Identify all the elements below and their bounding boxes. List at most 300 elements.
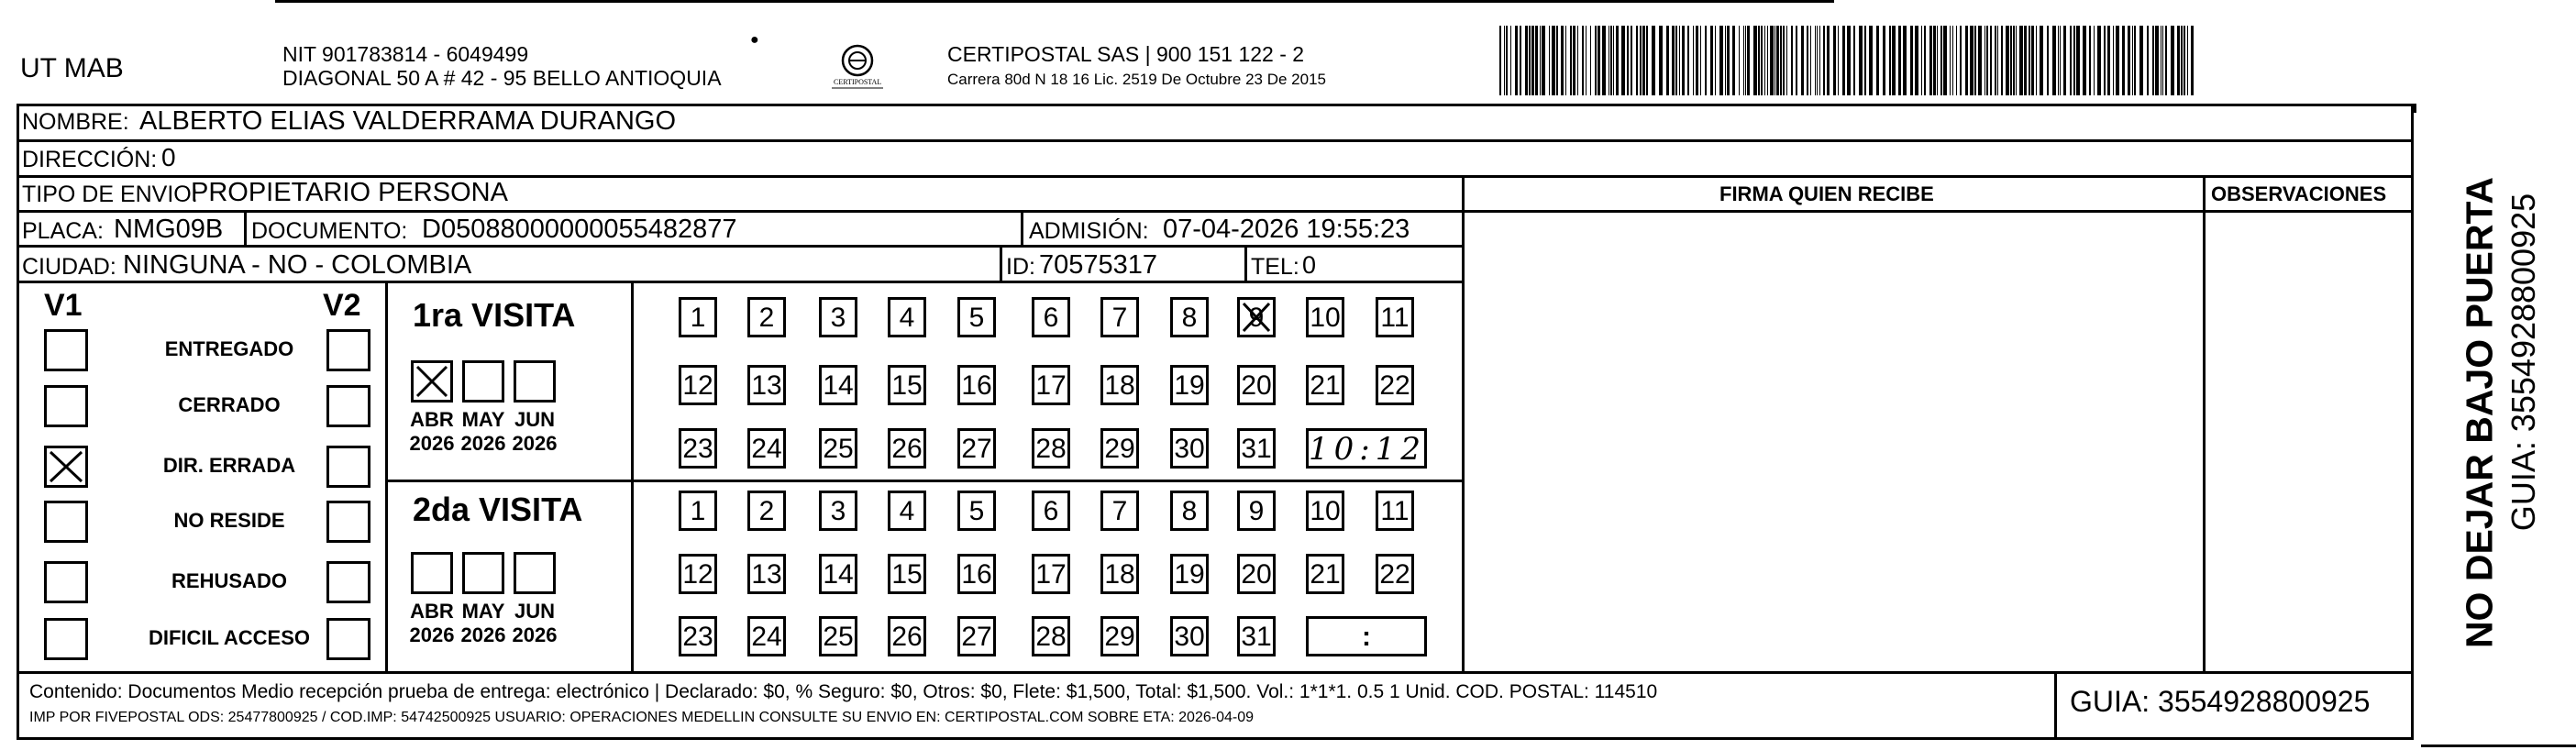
- barcode-bar: [2029, 26, 2030, 95]
- barcode-bar: [2083, 26, 2086, 95]
- barcode-bar: [2184, 26, 2185, 95]
- barcode-bar: [1892, 26, 1896, 95]
- visit1-day-31[interactable]: 31: [1237, 428, 1276, 469]
- barcode-bar: [1549, 26, 1550, 95]
- barcode-bar: [1631, 26, 1632, 95]
- barcode-bar: [2128, 26, 2130, 95]
- barcode-bar: [1903, 26, 1907, 95]
- barcode-bar: [1504, 26, 1505, 95]
- visit1-day-28[interactable]: 28: [1032, 428, 1070, 469]
- barcode-bar: [1506, 26, 1508, 95]
- barcode-bar: [1764, 26, 1765, 95]
- barcode-bar: [2019, 26, 2023, 95]
- barcode-bar: [2047, 26, 2049, 95]
- barcode-bar: [1796, 26, 1797, 95]
- barcode-bar: [2052, 26, 2056, 95]
- barcode-bar: [2187, 26, 2188, 95]
- barcode-bar: [1666, 26, 1669, 95]
- visit1-month-label: MAY: [461, 408, 505, 431]
- barcode-bar: [1970, 26, 1973, 95]
- barcode-bar: [1556, 26, 1558, 95]
- firma-header: FIRMA QUIEN RECIBE: [1719, 182, 1934, 205]
- barcode-bar: [1613, 26, 1614, 95]
- barcode-bar: [1997, 26, 1998, 95]
- barcode-bar: [2031, 26, 2034, 95]
- barcode-bar: [2155, 26, 2159, 95]
- barcode-bar: [1510, 26, 1511, 95]
- visit2-day-18[interactable]: 18: [1100, 554, 1139, 594]
- barcode-bar: [1801, 26, 1804, 95]
- barcode-bar: [1616, 26, 1619, 95]
- barcode-bar: [1869, 26, 1873, 95]
- barcode-bar: [2040, 26, 2043, 95]
- visit1-day-30[interactable]: 30: [1170, 428, 1209, 469]
- visit2-day-21[interactable]: 21: [1306, 554, 1344, 594]
- v2-checkbox-2[interactable]: [326, 446, 370, 488]
- barcode-bar: [2058, 26, 2059, 95]
- status-option-label: REHUSADO: [171, 569, 287, 592]
- visit2-day-8[interactable]: 8: [1170, 491, 1209, 531]
- barcode-bar: [1540, 26, 1541, 95]
- observaciones-header: OBSERVACIONES: [2211, 182, 2387, 205]
- nombre-value: ALBERTO ELIAS VALDERRAMA DURANGO: [139, 106, 677, 136]
- barcode-bar: [1586, 26, 1587, 95]
- barcode-bar: [2063, 26, 2066, 95]
- visit1-day-23[interactable]: 23: [679, 428, 717, 469]
- barcode-bar: [1525, 26, 1528, 95]
- visit1-day-16[interactable]: 16: [957, 365, 996, 405]
- smudge-mark: ●: [750, 32, 759, 48]
- barcode-bar: [1529, 26, 1531, 95]
- barcode-bar: [1819, 26, 1820, 95]
- v2-checkbox-3[interactable]: [326, 501, 370, 543]
- barcode-bar: [1943, 26, 1947, 95]
- status-option-label: NO RESIDE: [173, 509, 285, 532]
- barcode-bar: [1950, 26, 1951, 95]
- visit1-day-14[interactable]: 14: [819, 365, 857, 405]
- v1-checkbox-1[interactable]: [44, 385, 88, 427]
- barcode-bar: [1833, 26, 1836, 95]
- visit2-time-box[interactable]: [1306, 616, 1427, 656]
- sender-address: DIAGONAL 50 A # 42 - 95 BELLO ANTIOQUIA: [282, 66, 722, 90]
- visit2-month-checkbox-abr[interactable]: [411, 552, 453, 594]
- visit1-day-12[interactable]: 12: [679, 365, 717, 405]
- barcode-bar: [2165, 26, 2167, 95]
- barcode-bar: [2089, 26, 2091, 95]
- barcode-bar: [1535, 26, 1538, 95]
- no-dejar-warning: NO DEJAR BAJO PUERTA: [2458, 176, 2501, 649]
- visit2-day-16[interactable]: 16: [957, 554, 996, 594]
- v2-header: V2: [323, 288, 361, 323]
- visit2-day-7[interactable]: 7: [1100, 491, 1139, 531]
- imp-text: IMP POR FIVEPOSTAL ODS: 25477800925 / COD.IMP: 54742500925 USUARIO: OPERACIONES MEDELLIN CONSULTE SU ENVIO EN: CERTIPOSTAL.COM SOBRE ETA: 2026-04-09: [29, 710, 1254, 725]
- barcode-bar: [1598, 26, 1600, 95]
- barcode-bar: [2094, 26, 2095, 95]
- tipo-envio-value: PROPIETARIO PERSONA: [191, 178, 508, 207]
- barcode-bar: [1642, 26, 1645, 95]
- barcode-bar: [1610, 26, 1612, 95]
- barcode-bar: [1842, 26, 1845, 95]
- barcode-bar: [1965, 26, 1968, 95]
- barcode-bar: [1864, 26, 1866, 95]
- status-option-label: DIFICIL ACCESO: [148, 626, 310, 649]
- visit1-day-26[interactable]: 26: [888, 428, 926, 469]
- visit2-day-3[interactable]: 3: [819, 491, 857, 531]
- visit1-month-label: ABR: [410, 408, 454, 431]
- company-name: CERTIPOSTAL SAS | 900 151 122 - 2: [947, 42, 1305, 66]
- ciudad-value: NINGUNA - NO - COLOMBIA: [123, 250, 472, 280]
- barcode-bar: [1995, 26, 1996, 95]
- barcode-bar: [1520, 26, 1521, 95]
- guia-side: GUIA: 3554928800925: [2504, 193, 2542, 532]
- barcode-bar: [1827, 26, 1830, 95]
- barcode-bar: [1929, 26, 1932, 95]
- barcode-bar: [2006, 26, 2009, 95]
- visit1-day-5[interactable]: 5: [957, 297, 996, 337]
- visit1-day-7[interactable]: 7: [1100, 297, 1139, 337]
- v1-checkbox-5[interactable]: [44, 618, 88, 660]
- visit1-day-6[interactable]: 6: [1032, 297, 1070, 337]
- visit2-day-2[interactable]: 2: [747, 491, 786, 531]
- visit2-day-11[interactable]: 11: [1376, 491, 1414, 531]
- visit1-month-year: 2026: [409, 432, 455, 455]
- v2-checkbox-5[interactable]: [326, 618, 370, 660]
- barcode-bar: [1815, 26, 1816, 95]
- visit1-day-18[interactable]: 18: [1100, 365, 1139, 405]
- barcode-bar: [1986, 26, 1988, 95]
- tel-value: 0: [1302, 251, 1317, 279]
- visit2-day-14[interactable]: 14: [819, 554, 857, 594]
- barcode-bar: [2162, 26, 2163, 95]
- barcode-bar: [1960, 26, 1962, 95]
- visit2-month-checkbox-may[interactable]: [462, 552, 504, 594]
- barcode-bar: [2076, 26, 2080, 95]
- x-mark-icon: [414, 363, 450, 400]
- barcode-bar: [1910, 26, 1913, 95]
- barcode-bar: [2191, 26, 2194, 95]
- barcode-bar: [1747, 26, 1750, 95]
- barcode-bar: [1956, 26, 1957, 95]
- visit2-day-28[interactable]: 28: [1032, 616, 1070, 656]
- x-mark-icon: [47, 448, 85, 485]
- barcode-bar: [1847, 26, 1851, 95]
- visit1-day-3[interactable]: 3: [819, 297, 857, 337]
- v1-checkbox-4[interactable]: [44, 561, 88, 603]
- visit2-month-year: 2026: [460, 623, 506, 646]
- visit2-month-year: 2026: [512, 623, 558, 646]
- visit1-time-value: 10:12: [1309, 431, 1426, 468]
- visit1-day-10[interactable]: 10: [1306, 297, 1344, 337]
- visit2-day-17[interactable]: 17: [1032, 554, 1070, 594]
- barcode-bar: [1621, 26, 1625, 95]
- visit1-day-27[interactable]: 27: [957, 428, 996, 469]
- visit2-day-30[interactable]: 30: [1170, 616, 1209, 656]
- visit2-day-24[interactable]: 24: [747, 616, 786, 656]
- visit1-day-24[interactable]: 24: [747, 428, 786, 469]
- barcode-bar: [1921, 26, 1922, 95]
- visit1-day-4[interactable]: 4: [888, 297, 926, 337]
- barcode-bar: [1595, 26, 1597, 95]
- admision-label: ADMISIÓN:: [1029, 218, 1149, 244]
- barcode-bar: [1783, 26, 1785, 95]
- barcode-bar: [2036, 26, 2037, 95]
- barcode-bar: [1743, 26, 1744, 95]
- visit1-month-year: 2026: [460, 432, 506, 455]
- barcode-bar: [1715, 26, 1716, 95]
- visit1-time-box[interactable]: [1306, 428, 1427, 469]
- visit1-day-13[interactable]: 13: [747, 365, 786, 405]
- documento-label: DOCUMENTO:: [251, 218, 408, 244]
- barcode-bar: [1561, 26, 1564, 95]
- barcode-bar: [1499, 26, 1501, 95]
- visit1-day-25[interactable]: 25: [819, 428, 857, 469]
- barcode-bar: [1693, 26, 1694, 95]
- barcode-bar: [1889, 26, 1891, 95]
- barcode-bar: [2097, 26, 2101, 95]
- barcode-bar: [1531, 26, 1534, 95]
- barcode-bar: [1565, 26, 1566, 95]
- visit2-day-23[interactable]: 23: [679, 616, 717, 656]
- visit1-day-8[interactable]: 8: [1170, 297, 1209, 337]
- barcode-bar: [1590, 26, 1591, 95]
- visit2-day-1[interactable]: 1: [679, 491, 717, 531]
- visit1-day-15[interactable]: 15: [888, 365, 926, 405]
- barcode-bar: [1810, 26, 1811, 95]
- certipostal-logo-icon: [830, 40, 885, 97]
- visit2-time-value: :: [1362, 622, 1371, 652]
- barcode-bar: [1767, 26, 1768, 95]
- barcode-bar: [2113, 26, 2114, 95]
- barcode-bar: [2013, 26, 2015, 95]
- visit1-month-checkbox-abr[interactable]: [411, 360, 453, 403]
- visit1-day-11[interactable]: 11: [1376, 297, 1414, 337]
- barcode-bar: [1807, 26, 1808, 95]
- barcode-bar: [1552, 26, 1555, 95]
- barcode-bar: [1652, 26, 1655, 95]
- barcode-bar: [1761, 26, 1763, 95]
- v1-checkbox-0[interactable]: [44, 329, 88, 371]
- v2-checkbox-4[interactable]: [326, 561, 370, 603]
- visit1-day-29[interactable]: 29: [1100, 428, 1139, 469]
- v1-checkbox-2[interactable]: [44, 446, 88, 488]
- barcode-bar: [1727, 26, 1730, 95]
- barcode-bar: [1933, 26, 1936, 95]
- barcode-bar: [1682, 26, 1685, 95]
- barcode-bar: [1745, 26, 1746, 95]
- visit1-day-21[interactable]: 21: [1306, 365, 1344, 405]
- barcode-bar: [2104, 26, 2106, 95]
- barcode-bar: [2070, 26, 2072, 95]
- visit2-day-6[interactable]: 6: [1032, 491, 1070, 531]
- barcode-bar: [1758, 26, 1760, 95]
- barcode-bar: [1838, 26, 1839, 95]
- visit1-day-20[interactable]: 20: [1237, 365, 1276, 405]
- visit2-month-checkbox-jun[interactable]: [514, 552, 556, 594]
- status-option-label: CERRADO: [178, 393, 281, 416]
- barcode-bar: [2024, 26, 2027, 95]
- visit2-month-year: 2026: [409, 623, 455, 646]
- barcode-bar: [2134, 26, 2136, 95]
- barcode-bar: [1876, 26, 1879, 95]
- v2-checkbox-1[interactable]: [326, 385, 370, 427]
- barcode-bar: [1672, 26, 1675, 95]
- visit2-day-31[interactable]: 31: [1237, 616, 1276, 656]
- barcode-bar: [1646, 26, 1648, 95]
- barcode-bar: [1700, 26, 1701, 95]
- visit2-day-26[interactable]: 26: [888, 616, 926, 656]
- documento-value: D05088000000055482877: [422, 215, 737, 244]
- barcode-bar: [2152, 26, 2154, 95]
- id-label: ID:: [1006, 254, 1035, 280]
- barcode-bar: [1739, 26, 1740, 95]
- visit2-day-15[interactable]: 15: [888, 554, 926, 594]
- barcode-bar: [2171, 26, 2174, 95]
- barcode-bar: [1974, 26, 1976, 95]
- visit2-day-9[interactable]: 9: [1237, 491, 1276, 531]
- visit2-month-label: JUN: [514, 600, 555, 623]
- barcode-bar: [1627, 26, 1629, 95]
- barcode-bar: [1937, 26, 1938, 95]
- contenido-text: Contenido: Documentos Medio recepción prueba de entrega: electrónico | Declarado: $0, % Seguro: $0, Otros: $0, Flete: $1,500, Total: $1,500. Vol.: 1*1*1. 0.5 1 Unid. COD. POSTAL: 114510: [29, 681, 1658, 702]
- guia-footer: GUIA: 3554928800925: [2070, 685, 2371, 718]
- visit2-day-27[interactable]: 27: [957, 616, 996, 656]
- barcode-bar: [1710, 26, 1713, 95]
- barcode-bar: [2132, 26, 2133, 95]
- barcode-bar: [2001, 26, 2003, 95]
- nombre-label: NOMBRE:: [22, 109, 129, 135]
- barcode-bar: [2122, 26, 2125, 95]
- barcode-bar: [1542, 26, 1545, 95]
- barcode-bar: [1679, 26, 1680, 95]
- barcode-bar: [1780, 26, 1782, 95]
- barcode-bar: [1817, 26, 1818, 95]
- visit1-day-17[interactable]: 17: [1032, 365, 1070, 405]
- barcode-bar: [2107, 26, 2110, 95]
- visit1-day-9[interactable]: 9: [1237, 297, 1276, 337]
- visit1-title: 1ra VISITA: [413, 296, 576, 334]
- barcode-bar: [1570, 26, 1572, 95]
- x-mark-icon: [1240, 300, 1273, 335]
- barcode-bar: [2016, 26, 2017, 95]
- visit1-month-checkbox-may[interactable]: [462, 360, 504, 403]
- barcode-bar: [2181, 26, 2183, 95]
- barcode-bar: [1823, 26, 1825, 95]
- barcode-bar: [1687, 26, 1689, 95]
- barcode: [1499, 26, 2196, 95]
- visit2-month-label: ABR: [410, 600, 454, 623]
- tipo-envio-label: TIPO DE ENVIO:: [22, 182, 198, 207]
- barcode-bar: [1915, 26, 1918, 95]
- visit1-month-year: 2026: [512, 432, 558, 455]
- barcode-bar: [2147, 26, 2149, 95]
- ciudad-label: CIUDAD:: [22, 254, 116, 280]
- barcode-bar: [1952, 26, 1953, 95]
- barcode-bar: [1705, 26, 1707, 95]
- barcode-bar: [1696, 26, 1698, 95]
- barcode-bar: [1725, 26, 1726, 95]
- visit2-title: 2da VISITA: [413, 491, 583, 528]
- sender-nit: NIT 901783814 - 6049499: [282, 42, 529, 66]
- v1-checkbox-3[interactable]: [44, 501, 88, 543]
- visit2-day-22[interactable]: 22: [1376, 554, 1414, 594]
- barcode-bar: [1659, 26, 1663, 95]
- visit1-month-label: JUN: [514, 408, 555, 431]
- barcode-bar: [1719, 26, 1723, 95]
- visit1-day-2[interactable]: 2: [747, 297, 786, 337]
- barcode-bar: [1577, 26, 1578, 95]
- barcode-bar: [1883, 26, 1885, 95]
- barcode-bar: [1582, 26, 1584, 95]
- visit2-day-19[interactable]: 19: [1170, 554, 1209, 594]
- v2-checkbox-0[interactable]: [326, 329, 370, 371]
- barcode-bar: [1636, 26, 1638, 95]
- visit2-day-20[interactable]: 20: [1237, 554, 1276, 594]
- barcode-bar: [1770, 26, 1774, 95]
- logo-text: CERTIPOSTAL: [834, 78, 882, 86]
- sender-name: UT MAB: [20, 53, 124, 83]
- barcode-bar: [1898, 26, 1901, 95]
- barcode-bar: [1774, 26, 1775, 95]
- visit2-day-29[interactable]: 29: [1100, 616, 1139, 656]
- barcode-bar: [1640, 26, 1642, 95]
- visit2-day-4[interactable]: 4: [888, 491, 926, 531]
- visit2-day-13[interactable]: 13: [747, 554, 786, 594]
- tel-label: TEL:: [1251, 254, 1299, 280]
- barcode-bar: [1786, 26, 1787, 95]
- visit2-month-label: MAY: [461, 600, 505, 623]
- visit1-day-1[interactable]: 1: [679, 297, 717, 337]
- barcode-bar: [1753, 26, 1757, 95]
- admision-value: 07-04-2026 19:55:23: [1163, 215, 1410, 244]
- status-option-label: DIR. ERRADA: [162, 454, 296, 477]
- barcode-bar: [1940, 26, 1942, 95]
- direccion-value: 0: [161, 143, 176, 171]
- visit2-day-12[interactable]: 12: [679, 554, 717, 594]
- status-option-label: ENTREGADO: [164, 337, 294, 360]
- barcode-bar: [2177, 26, 2180, 95]
- placa-label: PLACA:: [22, 218, 104, 244]
- v1-header: V1: [44, 288, 83, 323]
- barcode-bar: [1924, 26, 1926, 95]
- barcode-bar: [2139, 26, 2143, 95]
- barcode-bar: [1675, 26, 1677, 95]
- visit1-day-19[interactable]: 19: [1170, 365, 1209, 405]
- visit2-day-25[interactable]: 25: [819, 616, 857, 656]
- barcode-bar: [1602, 26, 1606, 95]
- barcode-bar: [1791, 26, 1793, 95]
- barcode-bar: [1573, 26, 1575, 95]
- barcode-bar: [1515, 26, 1518, 95]
- barcode-bar: [1859, 26, 1863, 95]
- visit2-day-5[interactable]: 5: [957, 491, 996, 531]
- barcode-bar: [1732, 26, 1735, 95]
- visit1-day-22[interactable]: 22: [1376, 365, 1414, 405]
- visit2-day-10[interactable]: 10: [1306, 491, 1344, 531]
- company-license: Carrera 80d N 18 16 Lic. 2519 De Octubre 23 De 2015: [947, 71, 1326, 88]
- barcode-bar: [1990, 26, 1992, 95]
- barcode-bar: [1776, 26, 1779, 95]
- barcode-bar: [1978, 26, 1982, 95]
- placa-value: NMG09B: [114, 215, 224, 244]
- barcode-bar: [1853, 26, 1855, 95]
- direccion-label: DIRECCIÓN:: [22, 147, 158, 172]
- id-value: 70575317: [1039, 250, 1158, 280]
- barcode-bar: [2116, 26, 2119, 95]
- barcode-bar: [2010, 26, 2012, 95]
- barcode-bar: [2073, 26, 2075, 95]
- barcode-bar: [2060, 26, 2061, 95]
- visit1-month-checkbox-jun[interactable]: [514, 360, 556, 403]
